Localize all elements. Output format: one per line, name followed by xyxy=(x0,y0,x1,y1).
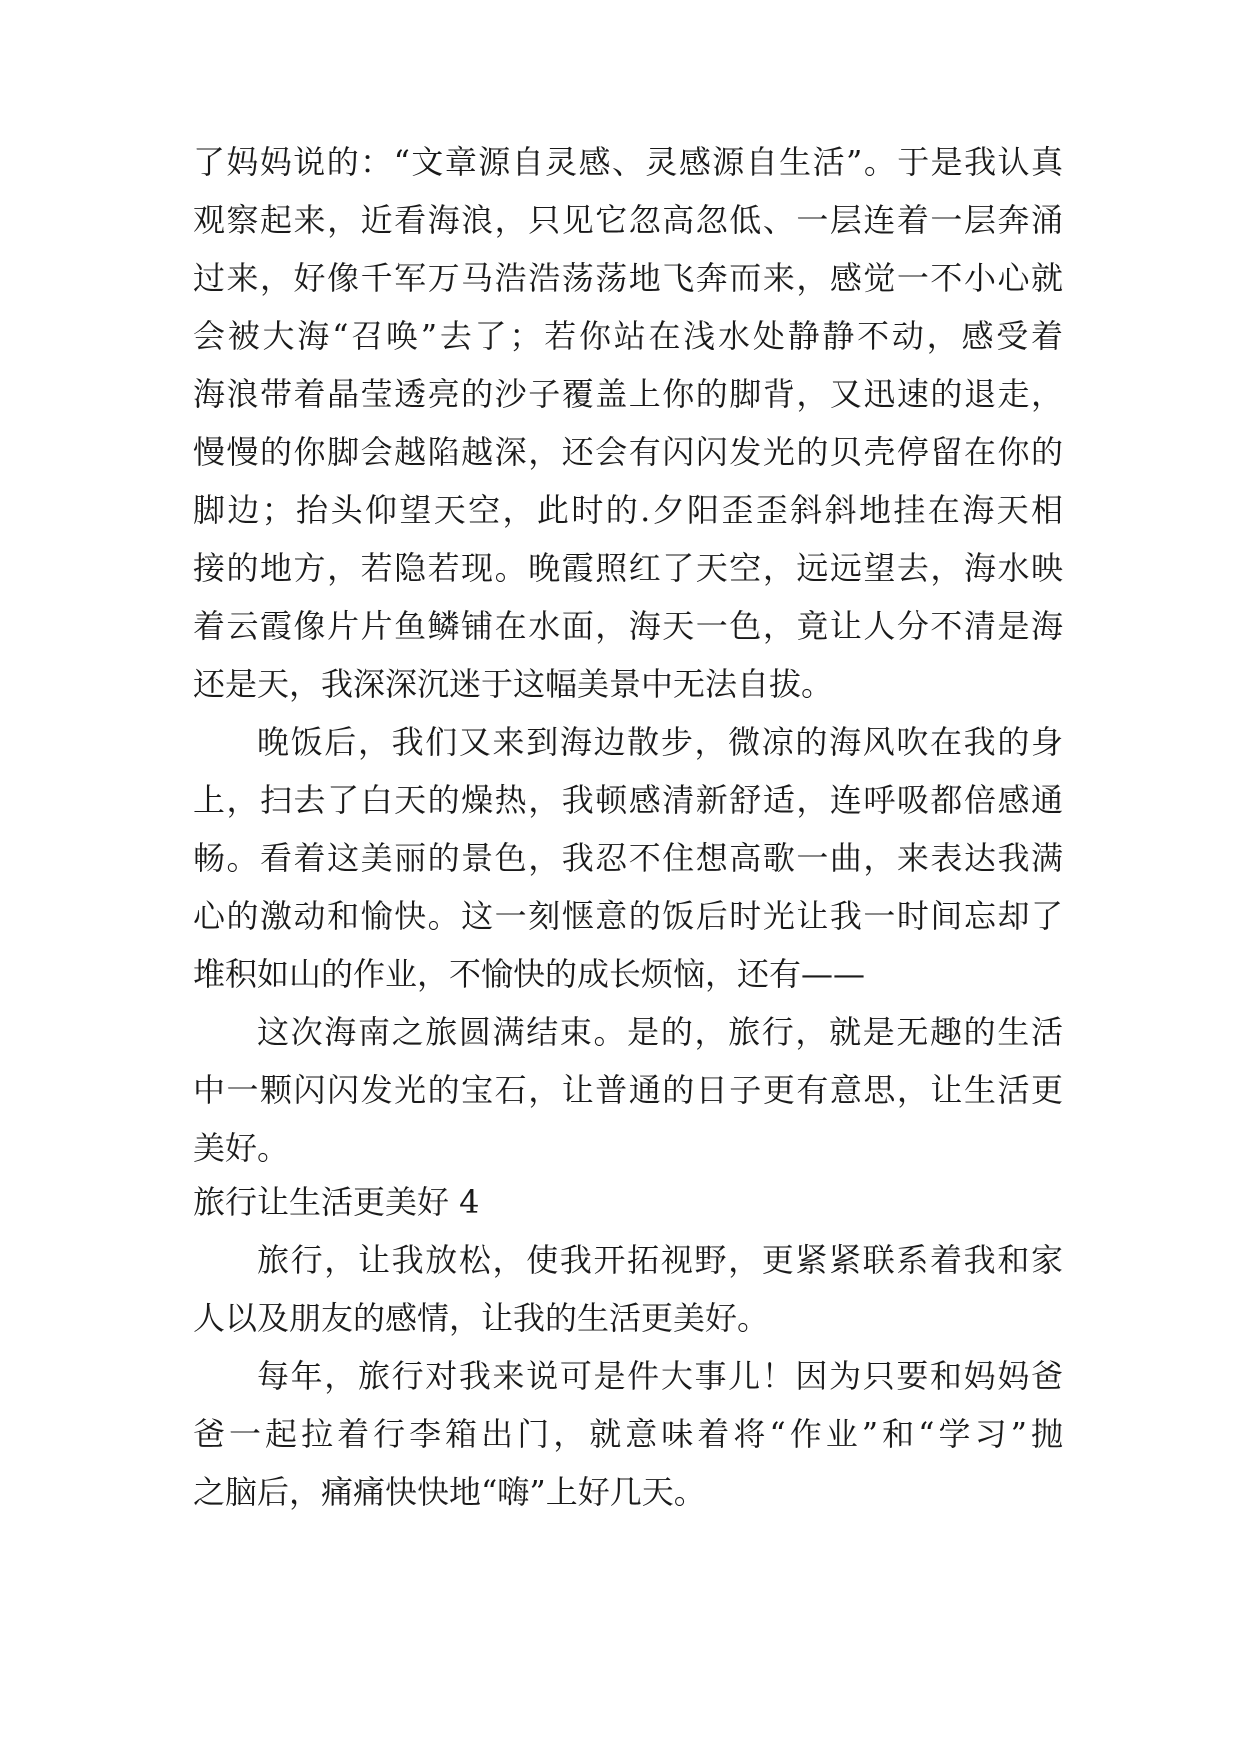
text-line: 人以及朋友的感情，让我的生活更美好。 xyxy=(193,1299,770,1337)
text-line: 畅。看着这美丽的景色，我忍不住想高歌一曲，来表达我满 xyxy=(193,839,1063,877)
text-line: 脚边；抬头仰望天空，此时的.夕阳歪歪斜斜地挂在海天相 xyxy=(193,491,1063,529)
text-line: 心的激动和愉快。这一刻惬意的饭后时光让我一时间忘却了 xyxy=(193,897,1063,935)
text-line: 之脑后，痛痛快快地“嗨”上好几天。 xyxy=(193,1473,706,1511)
text-line: 爸一起拉着行李箱出门，就意味着将“作业”和“学习”抛 xyxy=(193,1415,1063,1453)
text-line: 每年，旅行对我来说可是件大事儿！因为只要和妈妈爸 xyxy=(257,1357,1063,1395)
text-line: 过来，好像千军万马浩浩荡荡地飞奔而来，感觉一不小心就 xyxy=(193,259,1063,297)
text-line: 晚饭后，我们又来到海边散步，微凉的海风吹在我的身 xyxy=(257,723,1063,761)
text-line: 这次海南之旅圆满结束。是的，旅行，就是无趣的生活 xyxy=(257,1013,1063,1051)
text-line: 上，扫去了白天的燥热，我顿感清新舒适，连呼吸都倍感通 xyxy=(193,781,1063,819)
text-line: 美好。 xyxy=(193,1129,290,1167)
text-line: 了妈妈说的：“文章源自灵感、灵感源自生活”。于是我认真 xyxy=(193,143,1063,181)
text-line: 会被大海“召唤”去了；若你站在浅水处静静不动，感受着 xyxy=(193,317,1063,355)
text-line: 海浪带着晶莹透亮的沙子覆盖上你的脚背，又迅速的退走， xyxy=(193,375,1063,413)
text-line: 堆积如山的作业，不愉快的成长烦恼，还有—— xyxy=(193,955,866,993)
text-line: 接的地方，若隐若现。晚霞照红了天空，远远望去，海水映 xyxy=(193,549,1063,587)
text-line: 还是天，我深深沉迷于这幅美景中无法自拔。 xyxy=(193,665,834,703)
text-line: 慢慢的你脚会越陷越深，还会有闪闪发光的贝壳停留在你的 xyxy=(193,433,1063,471)
section-heading: 旅行让生活更美好 4 xyxy=(193,1183,480,1221)
text-line: 旅行，让我放松，使我开拓视野，更紧紧联系着我和家 xyxy=(257,1241,1063,1279)
text-line: 观察起来，近看海浪，只见它忽高忽低、一层连着一层奔涌 xyxy=(193,201,1063,239)
text-line: 着云霞像片片鱼鳞铺在水面，海天一色，竟让人分不清是海 xyxy=(193,607,1063,645)
text-line: 中一颗闪闪发光的宝石，让普通的日子更有意思，让生活更 xyxy=(193,1071,1063,1109)
